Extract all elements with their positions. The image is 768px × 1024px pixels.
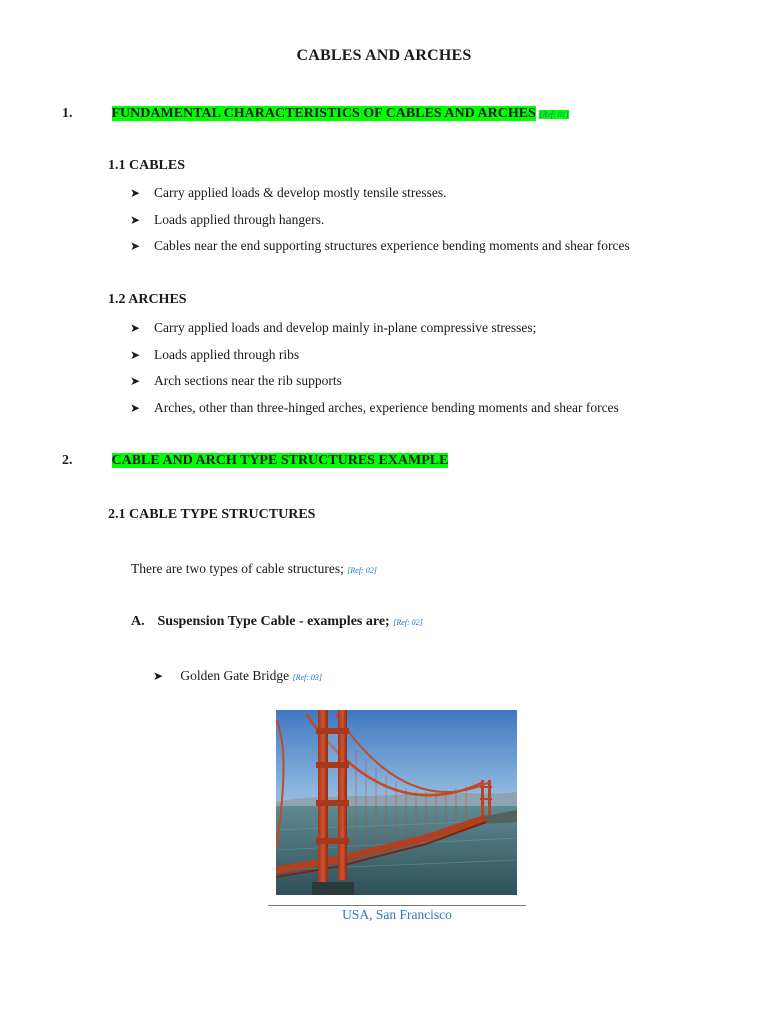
list-item-text: Loads applied through ribs (154, 346, 300, 362)
arrow-bullet-icon: ➤ (130, 239, 141, 254)
list-item (130, 320, 619, 347)
list-item-text: Loads applied through hangers. (154, 211, 325, 227)
arrow-bullet-icon: ➤ (130, 321, 141, 335)
list-item (130, 400, 619, 427)
cable-structures-intro (131, 561, 377, 577)
list-item (130, 212, 630, 239)
list-item (130, 373, 619, 400)
section-2-title: CABLE AND ARCH TYPE STRUCTURES EXAMPLE (111, 453, 449, 468)
arrow-bullet-icon: ➤ (130, 401, 141, 416)
intro-ref[interactable]: [Ref: 02] (347, 566, 377, 575)
list-item-text: Cables near the end supporting structures experience bending moments and shear forces (154, 238, 630, 254)
intro-text: There are two types of cable structures; (131, 561, 344, 576)
cable-structures-subheading: 2.1 CABLE TYPE STRUCTURES (108, 507, 316, 522)
suspension-type-heading (131, 614, 423, 630)
arrow-bullet-icon: ➤ (130, 374, 141, 389)
type-label: Suspension Type Cable - examples are; (157, 614, 390, 629)
section-2-number: 2. (62, 453, 73, 468)
list-item (130, 238, 630, 265)
golden-gate-photo (276, 710, 517, 895)
section-1-heading (62, 106, 569, 122)
page-title: CABLES AND ARCHES (296, 47, 472, 64)
golden-gate-ref[interactable]: [Ref: 03] (292, 673, 323, 682)
section-1-ref[interactable]: [Ref: 01] (539, 110, 569, 119)
arches-list (130, 320, 619, 427)
list-item-text: Arch sections near the rib supports (154, 373, 342, 389)
golden-gate-item (153, 668, 322, 685)
arrow-bullet-icon: ➤ (153, 669, 164, 683)
arrow-bullet-icon: ➤ (130, 186, 141, 200)
section-1-title: FUNDAMENTAL CHARACTERISTICS OF CABLES AND ARCHES (111, 106, 536, 121)
photo-caption: USA, San Francisco (342, 907, 452, 922)
list-item (130, 347, 619, 374)
section-2-heading (62, 453, 448, 469)
type-ref[interactable]: [Ref: 02] (393, 618, 423, 627)
list-item-text: Carry applied loads and develop mainly in-plane compressive stresses; (154, 320, 537, 335)
arrow-bullet-icon: ➤ (130, 212, 141, 227)
list-item-text: Carry applied loads & develop mostly tensile stresses. (154, 185, 447, 200)
section-1-number: 1. (62, 106, 73, 121)
cables-subheading: 1.1 CABLES (108, 158, 186, 173)
list-item-text: Arches, other than three-hinged arches, experience bending moments and shear forces (154, 400, 619, 416)
type-letter: A. (131, 614, 145, 629)
caption-divider (268, 905, 526, 906)
arches-subheading: 1.2 ARCHES (108, 292, 187, 307)
cables-list (130, 185, 630, 265)
golden-gate-name: Golden Gate Bridge (180, 668, 290, 683)
arrow-bullet-icon: ➤ (130, 347, 141, 362)
list-item (130, 185, 630, 212)
